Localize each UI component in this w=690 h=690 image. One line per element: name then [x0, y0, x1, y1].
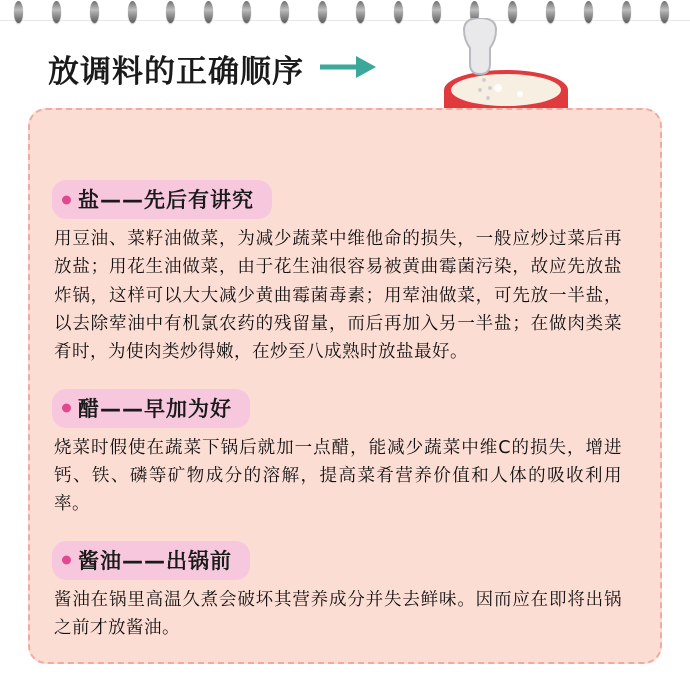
spiral-ring	[508, 1, 517, 23]
spiral-ring	[204, 1, 213, 23]
spiral-ring	[90, 1, 99, 23]
section-heading: 盐——先后有讲究	[52, 180, 272, 219]
spiral-ring	[470, 1, 479, 23]
arrow-right-icon	[318, 52, 378, 85]
spiral-ring	[52, 1, 61, 23]
section-vinegar	[52, 389, 622, 519]
spiral-ring	[432, 1, 441, 23]
section-salt	[52, 180, 622, 367]
spiral-ring	[166, 1, 175, 23]
spiral-ring	[280, 1, 289, 23]
spiral-ring	[128, 1, 137, 23]
section-heading: 酱油——出锅前	[52, 541, 250, 580]
spiral-ring	[622, 1, 631, 23]
spiral-ring	[356, 1, 365, 23]
spiral-ring	[242, 1, 251, 23]
title-row	[48, 46, 378, 91]
section-body: 用豆油、菜籽油做菜，为减少蔬菜中维他命的损失，一般应炒过菜后再放盐；用花生油做菜，由于花生油很容易被黄曲霉菌污染，故应先放盐炸锅，这样可以大大减少黄曲霉菌毒素；用荤油做菜，可先放一半盐，以去除荤油中有机氯农药的残留量，而后再加入另一半盐；在做肉类菜肴时，为使肉类炒得嫩，在炒至八成熟时放盐最好。	[54, 229, 622, 363]
spiral-ring	[660, 1, 669, 23]
sections-container	[52, 180, 622, 642]
spiral-ring	[14, 1, 23, 23]
spiral-ring	[584, 1, 593, 23]
section-body: 酱油在锅里高温久煮会破坏其营养成分并失去鲜味。因而应在即将出锅之前才放酱油。	[54, 589, 622, 639]
spiral-ring	[318, 1, 327, 23]
spiral-binding	[0, 0, 690, 26]
section-body: 烧菜时假使在蔬菜下锅后就加一点醋，能减少蔬菜中维C的损失，增进钙、铁、磷等矿物成分的溶解，提高菜肴营养价值和人体的吸收利用率。	[54, 437, 622, 515]
page-title: 放调料的正确顺序	[48, 54, 304, 90]
section-soy-sauce	[52, 541, 622, 643]
spiral-ring	[546, 1, 555, 23]
section-heading: 醋——早加为好	[52, 389, 250, 428]
spiral-ring	[394, 1, 403, 23]
